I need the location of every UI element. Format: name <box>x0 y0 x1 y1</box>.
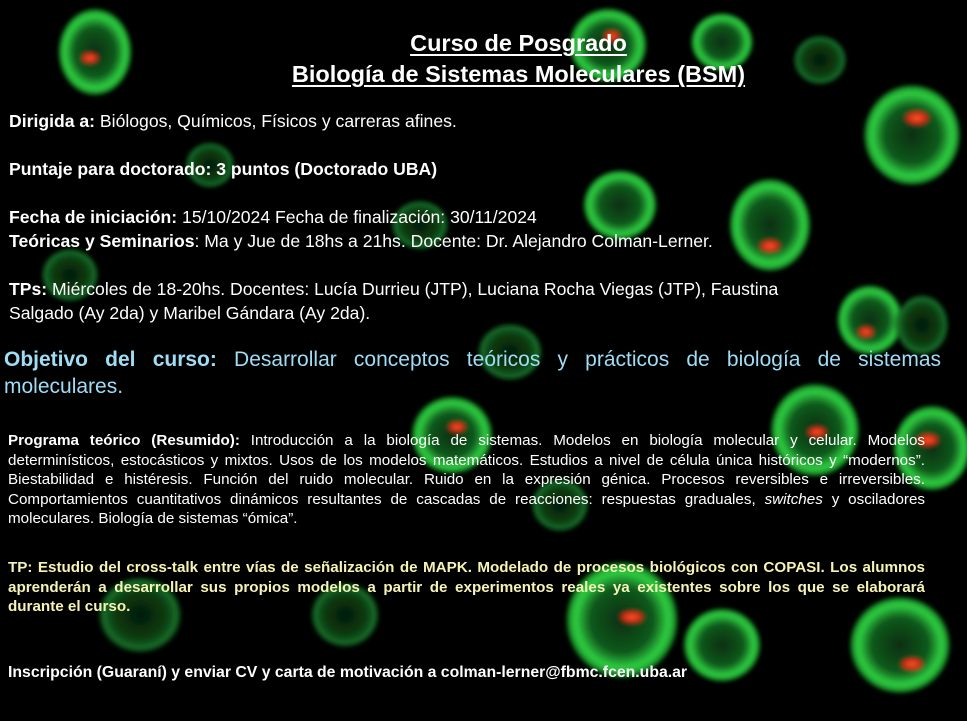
practicals-line-2: Salgado (Ay 2da) y Maribel Gándara (Ay 2da). <box>9 303 371 323</box>
doctorate-points: Puntaje para doctorado: 3 puntos (Doctorado UBA) <box>9 159 438 179</box>
dates-line <box>9 207 537 228</box>
program-italic-term: switches <box>764 490 823 508</box>
program-label: Programa teórico (Resumido): <box>8 432 240 449</box>
dates-text: 15/10/2024 Fecha de finalización: 30/11/2024 <box>177 207 537 227</box>
program-text-end: y osciladores moleculares. Biología de sistemas “ómica”. <box>8 490 925 528</box>
audience-text: Biólogos, Químicos, Físicos y carreras afines. <box>95 111 457 131</box>
lectures-line <box>9 231 713 252</box>
lectures-text: : Ma y Jue de 18hs a 21hs. Docente: Dr. Alejandro Colman-Lerner. <box>194 231 713 251</box>
course-title-line1: Curso de Posgrado <box>410 30 627 56</box>
objective-label: Objetivo del curso: <box>4 348 217 371</box>
audience-label: Dirigida a: <box>9 111 96 131</box>
practicals-line-1 <box>9 279 778 300</box>
practicals-text-1: Miércoles de 18-20hs. Docentes: Lucía Durrieu (JTP), Luciana Rocha Viegas (JTP), Faustina <box>47 279 779 299</box>
course-objective <box>4 346 941 400</box>
lectures-label: Teóricas y Seminarios <box>9 231 195 251</box>
program-text: Introducción a la biología de sistemas. Modelos en biología molecular y celular. Modelos determinísticos, estocásticos y mixtos. Usos de los modelos matemáticos. Estudios a nivel de célula única históricos y “modernos”. Biestabilidad e histéresis. Función del ruido molecular. Ruido en la expresión génica. Procesos reversibles e irreversibles. Comportamientos cuantitativos dinámicos resultantes de cascadas de reacciones: respuestas graduales, <box>8 432 925 508</box>
audience-line <box>9 111 457 132</box>
objective-text: Desarrollar conceptos teóricos y prácticos de biología de sistemas moleculares. <box>4 348 942 398</box>
practical-description: TP: Estudio del cross-talk entre vías de señalización de MAPK. Modelado de procesos biológicos con COPASI. Los alumnos aprenderán a desarrollar sus propios modelos a partir de experimentos reales ya existentes sobre los que se elaborará durante el curso. <box>8 559 925 616</box>
registration-info: Inscripción (Guaraní) y enviar CV y carta de motivación a colman-lerner@fbmc.fcen.uba.ar <box>8 664 688 681</box>
dates-label: Fecha de iniciación: <box>9 207 178 227</box>
practicals-label: TPs: <box>9 279 48 299</box>
theory-program <box>8 431 925 529</box>
course-title-line2: Biología de Sistemas Moleculares (BSM) <box>291 61 746 87</box>
